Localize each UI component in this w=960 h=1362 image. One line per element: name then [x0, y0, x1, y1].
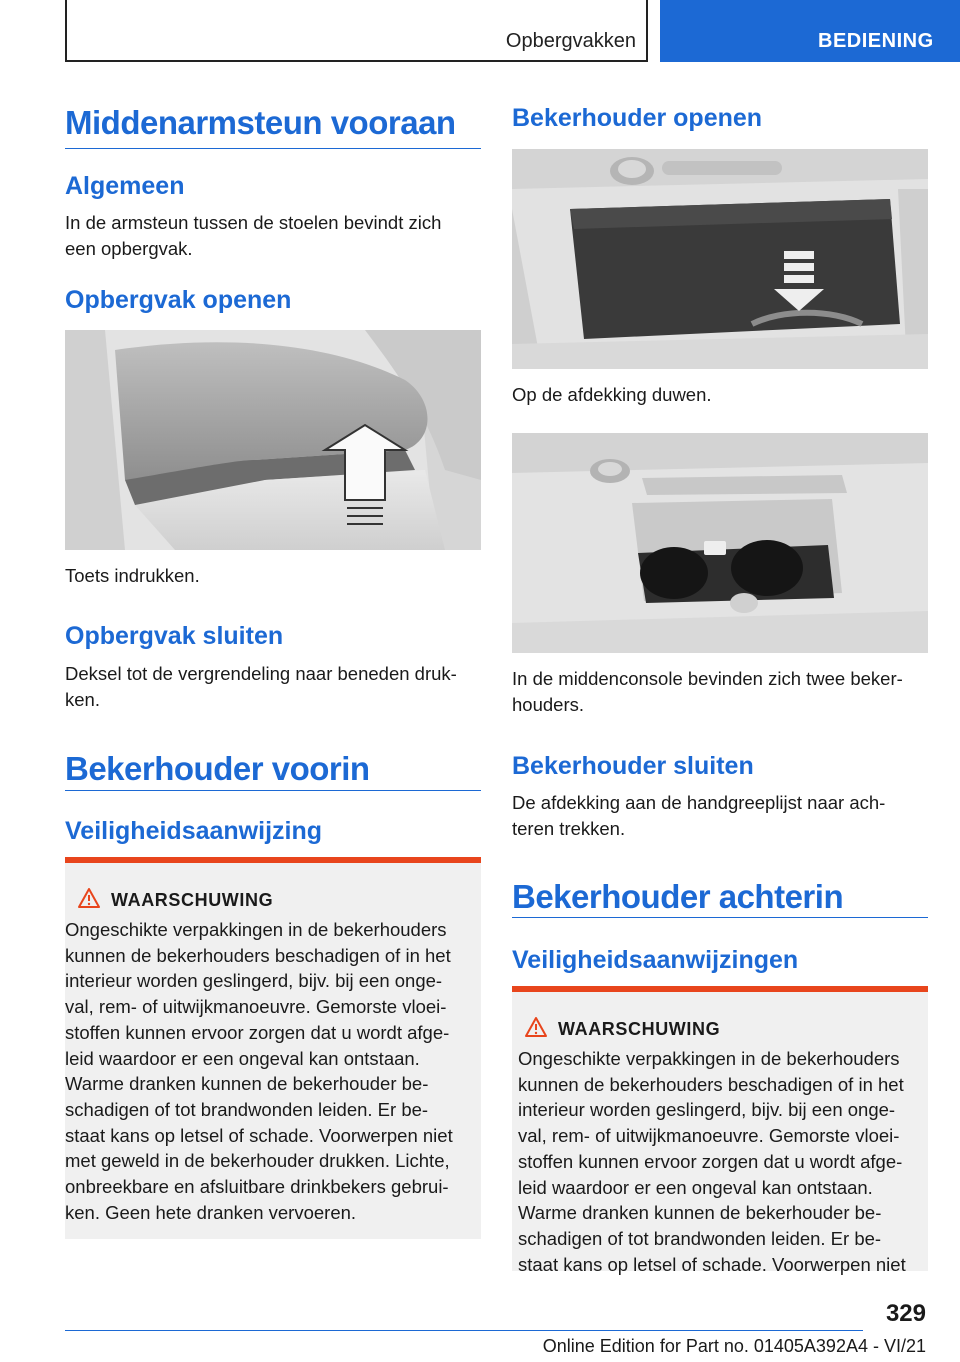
- warning-line: staat kans op letsel of schade. Voorwerpen niet: [518, 1253, 906, 1275]
- heading-rule: [65, 148, 481, 149]
- cupholders-open-illustration: [512, 433, 928, 653]
- footer-rule: [65, 1330, 863, 1331]
- warning-line: staat kans op letsel of schade. Voorwerpen niet: [65, 1124, 453, 1146]
- cover-caption: Op de afdekking duwen.: [512, 384, 712, 405]
- heading-general: Algemeen: [65, 172, 185, 200]
- cupholders-open-photo: [512, 433, 928, 653]
- warning-line: kunnen de bekerhouders beschadigen of in het: [65, 944, 451, 966]
- warning-line: kunnen de bekerhouders beschadigen of in het: [518, 1073, 904, 1095]
- close-cupholder-line-2: teren trekken.: [512, 818, 626, 839]
- general-text-line-2: een opbergvak.: [65, 238, 193, 259]
- warning-line: stoffen kunnen ervoor zorgen dat u wordt afge-: [65, 1021, 450, 1043]
- consoles-text-line-1: In de middenconsole bevinden zich twee beker-: [512, 668, 903, 689]
- warning-line: Ongeschikte verpakkingen in de bekerhouders: [518, 1048, 900, 1069]
- open-caption: Toets indrukken.: [65, 565, 200, 586]
- warning-title: WAARSCHUWING: [111, 890, 274, 910]
- warning-title: WAARSCHUWING: [558, 1019, 721, 1039]
- warning-text: [518, 1046, 906, 1277]
- warning-line: onbreekbare en afsluitbare drinkbekers gebrui-: [65, 1176, 449, 1198]
- heading-close-cupholder: Bekerhouder sluiten: [512, 752, 754, 780]
- warning-line: Warme dranken kunnen de bekerhouder be-: [518, 1202, 882, 1224]
- heading-armrest: Middenarmsteun vooraan: [65, 104, 456, 141]
- page-number: 329: [885, 1300, 926, 1327]
- warning-line: leid waardoor er een ongeval kan ontstaan.: [65, 1047, 420, 1069]
- edition-info: Online Edition for Part no. 01405A392A4 - VI/21: [542, 1336, 926, 1356]
- cupholder-cover-photo: [512, 149, 928, 369]
- warning-triangle-icon: [77, 887, 101, 909]
- warning-line: val, rem- of uitwijkmanoeuvre. Gemorste vloei-: [65, 996, 447, 1018]
- warning-line: schadigen of tot brandwonden leiden. Er be-: [65, 1098, 429, 1120]
- close-text-line-2: ken.: [65, 689, 100, 710]
- warning-line: Warme dranken kunnen de bekerhouder be-: [65, 1073, 429, 1095]
- header-section-title: Opbergvakken: [505, 30, 636, 52]
- heading-safety-notes: Veiligheidsaanwijzingen: [512, 946, 799, 974]
- warning-line: interieur worden geslingerd, bijv. bij een onge-: [65, 970, 443, 992]
- armrest-illustration: [65, 330, 481, 550]
- warning-line: val, rem- of uitwijkmanoeuvre. Gemorste vloei-: [518, 1125, 900, 1147]
- armrest-photo: [65, 330, 481, 550]
- warning-line: interieur worden geslingerd, bijv. bij een onge-: [518, 1099, 896, 1121]
- warning-line: ken. Geen hete dranken vervoeren.: [65, 1201, 357, 1223]
- close-cupholder-line-1: De afdekking aan de handgreeplijst naar ach-: [512, 792, 886, 813]
- warning-line: Ongeschikte verpakkingen in de bekerhouders: [65, 919, 447, 940]
- warning-box: [512, 986, 928, 1275]
- warning-box: [65, 857, 481, 1239]
- chapter-label: BEDIENING: [818, 30, 934, 52]
- heading-cupholder-front: Bekerhouder voorin: [65, 750, 370, 787]
- general-text-line-1: In de armsteun tussen de stoelen bevindt zich: [65, 212, 442, 233]
- heading-rule: [65, 790, 481, 791]
- warning-triangle-icon: [524, 1016, 548, 1038]
- cupholder-cover-illustration: [512, 149, 928, 369]
- warning-line: schadigen of tot brandwonden leiden. Er be-: [518, 1227, 882, 1249]
- heading-safety-note: Veiligheidsaanwijzing: [65, 817, 323, 845]
- warning-line: leid waardoor er een ongeval kan ontstaan.: [518, 1176, 873, 1198]
- heading-rule: [512, 917, 928, 918]
- warning-line: stoffen kunnen ervoor zorgen dat u wordt afge-: [518, 1150, 903, 1172]
- heading-open-compartment: Opbergvak openen: [65, 286, 292, 314]
- consoles-text-line-2: houders.: [512, 694, 584, 715]
- warning-line: met geweld in de bekerhouder drukken. Lichte,: [65, 1150, 450, 1172]
- warning-text: [65, 917, 453, 1225]
- heading-open-cupholder: Bekerhouder openen: [512, 104, 763, 132]
- heading-close-compartment: Opbergvak sluiten: [65, 622, 284, 650]
- header-chapter-tab: [660, 0, 960, 62]
- close-text-line-1: Deksel tot de vergrendeling naar beneden druk-: [65, 663, 457, 684]
- heading-cupholder-rear: Bekerhouder achterin: [512, 878, 844, 915]
